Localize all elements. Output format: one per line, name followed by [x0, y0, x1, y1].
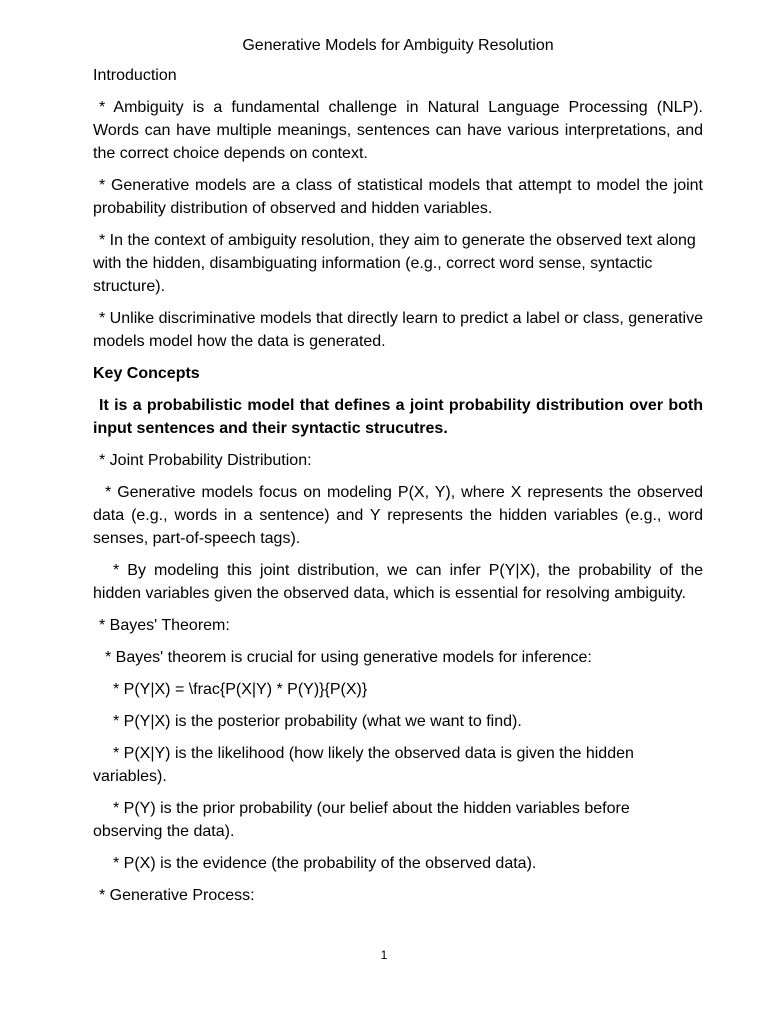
generative-process-heading: * Generative Process:: [99, 887, 255, 904]
bayes-formula: * P(Y|X) = \frac{P(X|Y) * P(Y)}{P(X)}: [113, 681, 368, 698]
intro-paragraph-2: * Generative models are a class of statistical models that attempt to model the joint probability distribution of observed and hidden variables.: [93, 177, 703, 217]
bayes-posterior: * P(Y|X) is the posterior probability (what we want to find).: [113, 713, 522, 730]
intro-paragraph-3: * In the context of ambiguity resolution, they aim to generate the observed text along with the hidden, disambiguating information (e.g., correct word sense, syntactic structure).: [93, 232, 696, 295]
page-number: 1: [380, 948, 388, 962]
key-concepts-definition: It is a probabilistic model that defines a joint probability distribution over both input sentences and their syntactic strucutres.: [93, 397, 703, 437]
bayes-evidence: * P(X) is the evidence (the probability of the observed data).: [113, 855, 537, 872]
bayes-likelihood: * P(X|Y) is the likelihood (how likely the observed data is given the hidden variables).: [93, 745, 634, 785]
intro-paragraph-4: * Unlike discriminative models that directly learn to predict a label or class, generative models model how the data is generated.: [93, 310, 703, 350]
joint-probability-paragraph-1: * Generative models focus on modeling P(X, Y), where X represents the observed data (e.g., words in a sentence) and Y represents the hidden variables (e.g., word senses, part-of-speech tags).: [93, 484, 703, 547]
bayes-prior: * P(Y) is the prior probability (our belief about the hidden variables before observing the data).: [93, 800, 630, 840]
key-concepts-heading: Key Concepts: [93, 365, 200, 382]
document-title: Generative Models for Ambiguity Resolution: [242, 37, 554, 54]
bayes-theorem-intro: * Bayes' theorem is crucial for using generative models for inference:: [105, 649, 592, 666]
intro-paragraph-1: * Ambiguity is a fundamental challenge in Natural Language Processing (NLP). Words can have multiple meanings, sentences can have various interpretations, and the correct choice depends on context.: [93, 99, 703, 162]
intro-heading: Introduction: [93, 67, 177, 84]
bayes-theorem-heading: * Bayes' Theorem:: [99, 617, 230, 634]
joint-probability-heading: * Joint Probability Distribution:: [99, 452, 312, 469]
document-body: [93, 34, 703, 916]
joint-probability-paragraph-2: * By modeling this joint distribution, we can infer P(Y|X), the probability of the hidden variables given the observed data, which is essential for resolving ambiguity.: [93, 562, 703, 602]
